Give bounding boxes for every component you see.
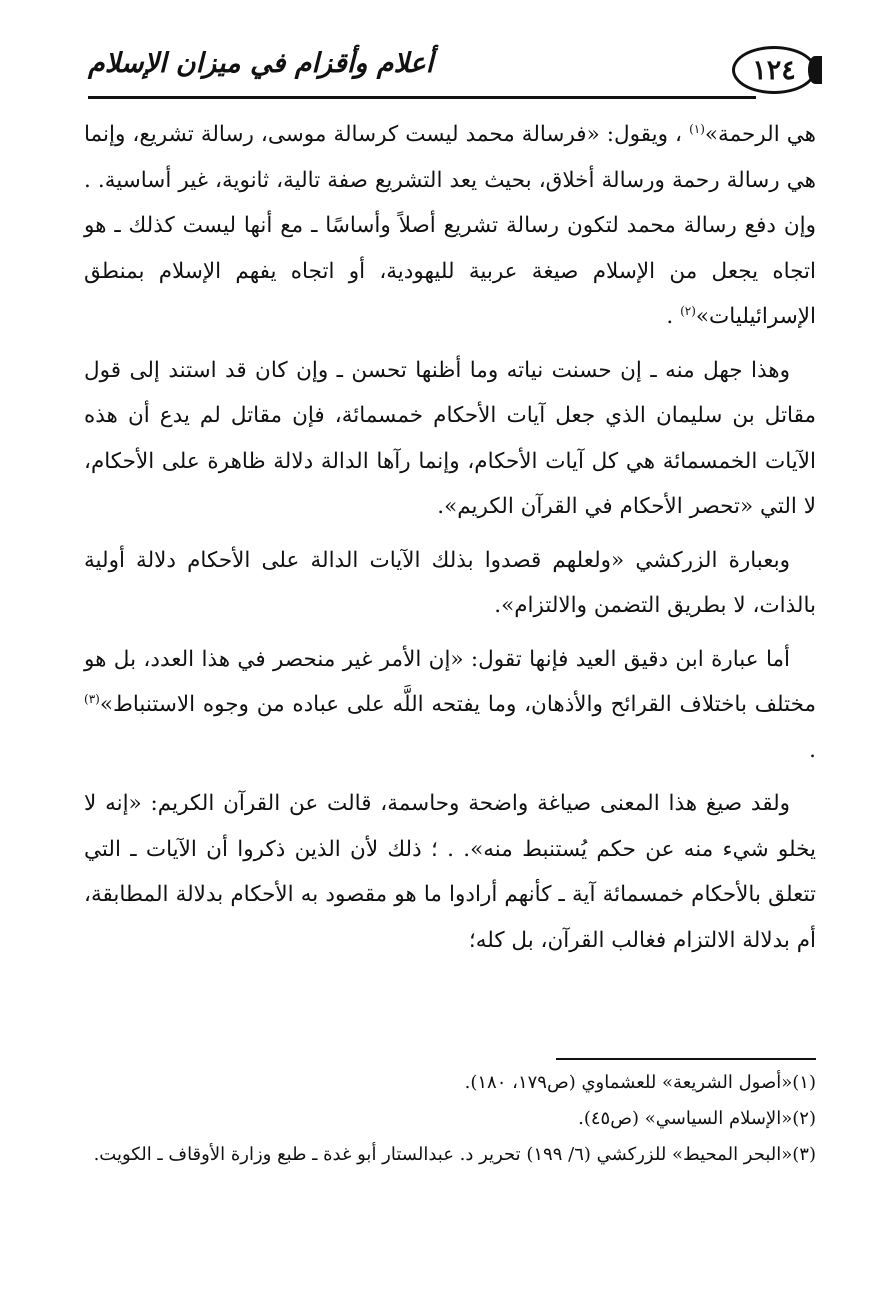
footnote-1: (١)«أصول الشريعة» للعشماوي (ص١٧٩، ١٨٠). <box>464 1072 816 1093</box>
page-header <box>88 38 816 100</box>
footnote-ref-2: (٢) <box>680 303 696 318</box>
paragraph-4-text-a: أما عبارة ابن دقيق العيد فإنها تقول: «إن الأمر غير منحصر في هذا العدد، بل هو مختلف باختلاف القرائح والأذهان، وما يفتحه اللَّه على عباده من وجوه الاستنباط» <box>84 646 816 717</box>
footnote-separator <box>556 1058 816 1060</box>
page-number-text: ١٢٤ <box>752 54 796 86</box>
main-text <box>84 112 816 971</box>
footnote-ref-3: (٣) <box>84 691 100 706</box>
paragraph-4-text-b: . <box>809 737 816 763</box>
footnote-ref-1: (١) <box>689 121 705 136</box>
paragraph-1 <box>84 112 816 340</box>
footnote-2: (٢)«الإسلام السياسي» (ص٤٥). <box>578 1108 816 1129</box>
page-number-ornament <box>808 56 822 84</box>
footnotes <box>84 1066 816 1174</box>
paragraph-1-text-b: ، ويقول: «فرسالة محمد ليست كرسالة موسى، رسالة تشريع، وإنما هي رسالة رحمة ورسالة أخلاق، بحيث يعد التشريع صفة تالية، ثانوية، غير أساسية. . وإن دفع رسالة محمد لتكون رسالة تشريع أصلاً وأساسًا ـ مع أنها ليست كذلك ـ هو اتجاه يجعل من الإسلام صيغة عربية لليهودية، أو اتجاه يفهم الإسلام بمنطق الإسرائيليات» <box>84 122 816 329</box>
footnote-3: (٣)«البحر المحيط» للزركشي (٦/ ١٩٩) تحرير د. عبدالستار أبو غدة ـ طبع وزارة الأوقاف ـ الكويت. <box>93 1144 816 1165</box>
running-title: أعلام وأقزام في ميزان الإسلام <box>88 48 434 79</box>
paragraph-4 <box>84 637 816 774</box>
paragraph-1-text-c: . <box>666 304 681 329</box>
paragraph-2: وهذا جهل منه ـ إن حسنت نياته وما أظنها تحسن ـ وإن كان قد استند إلى قول مقاتل بن سليمان الذي جعل آيات الأحكام خمسمائة، فإن مقاتل لم يدع أن هذه الآيات الخمسمائة هي كل آيات الأحكام، وإنما رآها الدالة دلالة ظاهرة على الأحكام، لا التي «تحصر الأحكام في القرآن الكريم». <box>84 357 816 519</box>
paragraph-1-text-a: هي الرحمة» <box>704 122 816 147</box>
page-number <box>732 46 816 94</box>
header-rule <box>88 96 756 99</box>
paragraph-3: وبعبارة الزركشي «ولعلهم قصدوا بذلك الآيات الدالة على الأحكام دلالة أولية بالذات، لا بطريق التضمن والالتزام». <box>84 547 816 618</box>
paragraph-5: ولقد صيغ هذا المعنى صياغة واضحة وحاسمة، قالت عن القرآن الكريم: «إنه لا يخلو شيء منه عن حكم يُستنبط منه». . ؛ ذلك لأن الذين ذكروا أن الآيات ـ التي تتعلق بالأحكام خمسمائة آية ـ كأنهم أرادوا ما هو مقصود به الأحكام بدلالة المطابقة، أم بدلالة الالتزام فغالب القرآن، بل كله؛ <box>84 791 816 953</box>
